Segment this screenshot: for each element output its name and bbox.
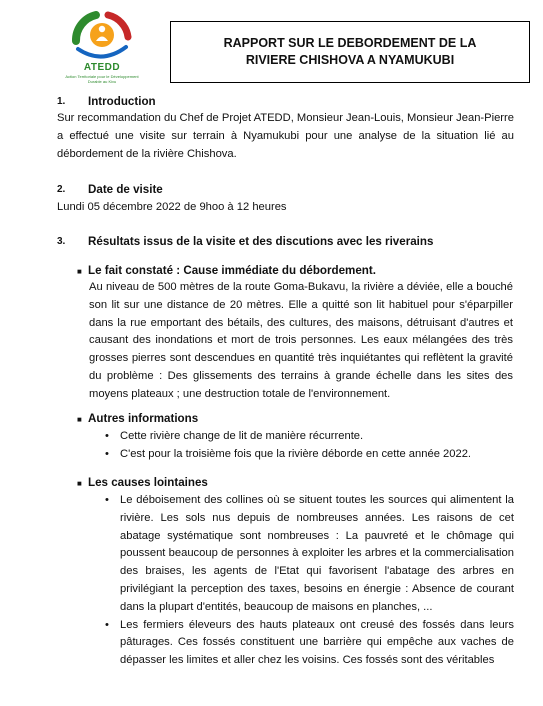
subsection-causes-lointaines <box>77 474 514 493</box>
section-heading <box>57 181 513 199</box>
list-item <box>74 492 514 617</box>
logo-tagline: Action Territoriale pour le Développement Durable au Kivu <box>65 74 139 84</box>
section-introduction <box>57 93 513 111</box>
report-title: RAPPORT SUR LE DEBORDEMENT DE LA RIVIERE CHISHOVA A NYAMUKUBI <box>223 36 477 67</box>
list-item-text: Le déboisement des collines où se situent toutes les sources qui alimentent la rivière. Les sols nus depuis de nombreuses années. Les raisons de cet abatage systématique sont nombreuses : La pauvreté et le chômage qui poussent beaucoup de personnes à exploiter les arbres et la commercialisation des braises, les agents de l'Etat qui favorisent l'abatage des arbres en privilégiant la perception des taxes, besoins en énergie : Absence de courant dans la plupart d'entités, beaucoup de maisons en planches, ... <box>120 494 514 613</box>
subsection-title: Les causes lointaines <box>88 476 208 489</box>
subsection-autres-informations <box>77 410 514 429</box>
dot-bullet-icon: • <box>105 447 109 460</box>
list-item <box>74 617 514 670</box>
dot-bullet-icon: • <box>105 494 109 506</box>
fait-constate-text: Au niveau de 500 mètres de la route Goma-Bukavu, la rivière a déviée, elle a bouché son lit sur une distance de 20 mètres. Elle a quitté son lit habituel pour s'éparpiller dans la rue emportant des bétails, des cultures, des maisons, détruisant d'autres et causant des inondations et mort de trois personnes. Les eaux mélangées des très grosses pierres sont descendues en quantité très inquiétantes qui reflètent la gravité du problème : Des glissements des terrains à grande échelle dans les sites des moyens plateaux ; une destruction totale de l'environnement. <box>89 281 513 400</box>
causes-lointaines-list <box>74 492 514 670</box>
atedd-logo <box>56 7 148 89</box>
subsection-heading <box>77 474 514 493</box>
square-bullet-icon: ■ <box>77 479 82 488</box>
section-title: Introduction <box>88 95 156 108</box>
logo-name: ATEDD <box>83 62 121 73</box>
subsection-heading <box>77 410 514 429</box>
autres-informations-list <box>74 428 514 464</box>
dot-bullet-icon: • <box>105 618 109 631</box>
list-item <box>74 446 514 464</box>
date-text: Lundi 05 décembre 2022 de 9hoo à 12 heures <box>57 201 287 213</box>
dot-bullet-icon: • <box>105 430 109 442</box>
subsection-heading <box>77 262 514 281</box>
square-bullet-icon: ■ <box>77 415 82 424</box>
section-number: 1. <box>57 96 66 107</box>
list-item <box>74 428 514 446</box>
subsection-title: Le fait constaté : Cause immédiate du débordement. <box>88 264 376 277</box>
section-heading <box>57 93 513 111</box>
section-title: Date de visite <box>88 183 163 196</box>
subsection-title: Autres informations <box>88 412 199 425</box>
section-title: Résultats issus de la visite et des discutions avec les riverains <box>88 235 434 248</box>
section-number: 3. <box>57 236 66 247</box>
subsection-fait-constate <box>77 262 514 281</box>
list-item-text: Cette rivière change de lit de manière récurrente. <box>120 430 364 442</box>
list-item-text: C'est pour la troisième fois que la rivière déborde en cette année 2022. <box>120 447 472 460</box>
section-heading <box>57 233 513 251</box>
section-number: 2. <box>57 184 66 195</box>
report-title-box <box>170 21 530 83</box>
section-results <box>57 233 513 251</box>
logo-emblem-icon <box>56 7 148 63</box>
introduction-text: Sur recommandation du Chef de Projet ATEDD, Monsieur Jean-Louis, Monsieur Jean-Pierre a effectué une visite sur terrain à Nyamukubi pour une analyse de la situation lié au débordement de la rivière Chishova. <box>57 112 514 160</box>
section-date <box>57 181 513 199</box>
square-bullet-icon: ■ <box>77 267 82 276</box>
list-item-text: Les fermiers éleveurs des hauts plateaux ont creusé des fossés dans leurs pâturages. Ces fossés constituent une barrière qui empêche aux vaches de dépasser les limites et aller chez les voisins. Ces fossés sont des véritables <box>120 618 514 667</box>
